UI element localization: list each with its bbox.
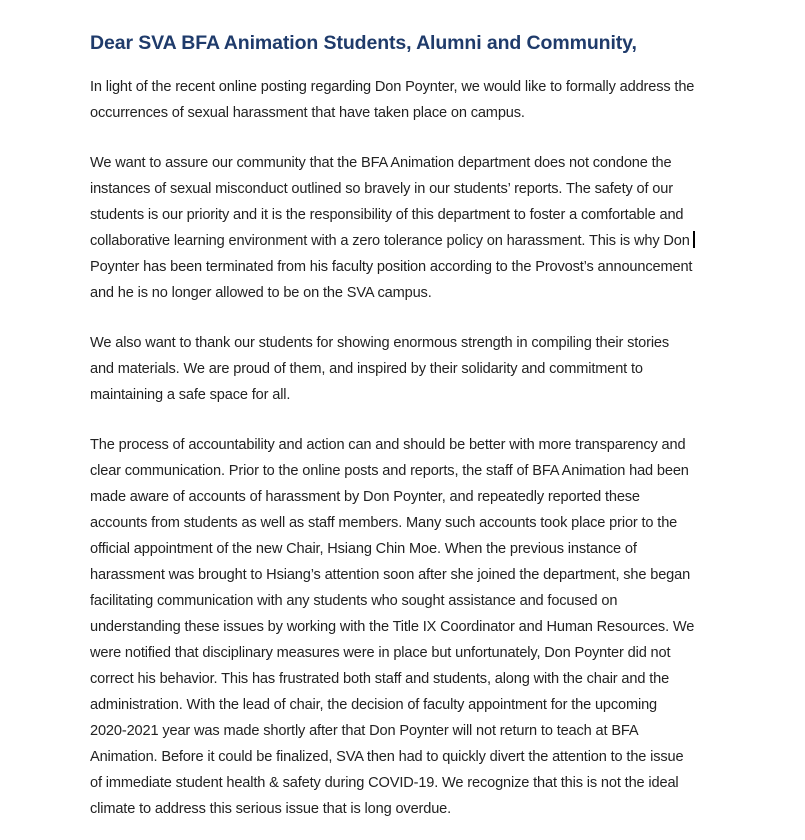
text-line: correct his behavior. This has frustrated both staff and students, along with the chair and the — [90, 671, 670, 687]
text-line: maintaining a safe space for all. — [90, 387, 291, 403]
text-line: We want to assure our community that the BFA Animation department does not condone the — [90, 155, 672, 171]
paragraph-thanks — [90, 330, 730, 408]
paragraph-intro — [90, 74, 730, 126]
text-line: understanding these issues by working with the Title IX Coordinator and Human Resources. We — [90, 619, 695, 635]
text-line: The process of accountability and action can and should be better with more transparency and — [90, 437, 686, 453]
text-line: and he is no longer allowed to be on the SVA campus. — [90, 285, 432, 301]
text-line: administration. With the lead of chair, the decision of faculty appointment for the upcoming — [90, 697, 658, 713]
text-line: and materials. We are proud of them, and inspired by their solidarity and commitment to — [90, 361, 643, 377]
text-line: instances of sexual misconduct outlined so bravely in our students’ reports. The safety of our — [90, 181, 673, 197]
paragraph-accountability — [90, 432, 730, 822]
text-line: students is our priority and it is the responsibility of this department to foster a comfortable and — [90, 207, 684, 223]
text-line-content: collaborative learning environment with a zero tolerance policy on harassment. This is why Don — [90, 233, 690, 249]
text-line: were notified that disciplinary measures were in place but unfortunately, Don Poynter did not — [90, 645, 671, 661]
text-line: facilitating communication with any students who sought assistance and focused on — [90, 593, 618, 609]
text-line: of immediate student health & safety during COVID-19. We recognize that this is not the ideal — [90, 775, 679, 791]
text-line: occurrences of sexual harassment that have taken place on campus. — [90, 105, 525, 121]
text-line: clear communication. Prior to the online posts and reports, the staff of BFA Animation had been — [90, 463, 689, 479]
text-line: Poynter has been terminated from his faculty position according to the Provost’s announcement — [90, 259, 693, 275]
text-line: 2020-2021 year was made shortly after that Don Poynter will not return to teach at BFA — [90, 723, 639, 739]
letter-document — [90, 28, 730, 822]
text-line-with-cursor — [90, 228, 730, 254]
text-line: Animation. Before it could be finalized, SVA then had to quickly divert the attention to the issue — [90, 749, 684, 765]
text-line: In light of the recent online posting regarding Don Poynter, we would like to formally address the — [90, 79, 695, 95]
letter-salutation-heading: Dear SVA BFA Animation Students, Alumni and Community, — [90, 32, 637, 54]
paragraph-assurance — [90, 150, 730, 306]
text-line: official appointment of the new Chair, Hsiang Chin Moe. When the previous instance of — [90, 541, 637, 557]
text-line: We also want to thank our students for showing enormous strength in compiling their stories — [90, 335, 670, 351]
text-cursor-icon — [693, 231, 695, 248]
text-line: climate to address this serious issue that is long overdue. — [90, 801, 452, 817]
text-line: accounts from students as well as staff members. Many such accounts took place prior to the — [90, 515, 678, 531]
text-line: made aware of accounts of harassment by Don Poynter, and repeatedly reported these — [90, 489, 640, 505]
text-line: harassment was brought to Hsiang’s attention soon after she joined the department, she began — [90, 567, 691, 583]
